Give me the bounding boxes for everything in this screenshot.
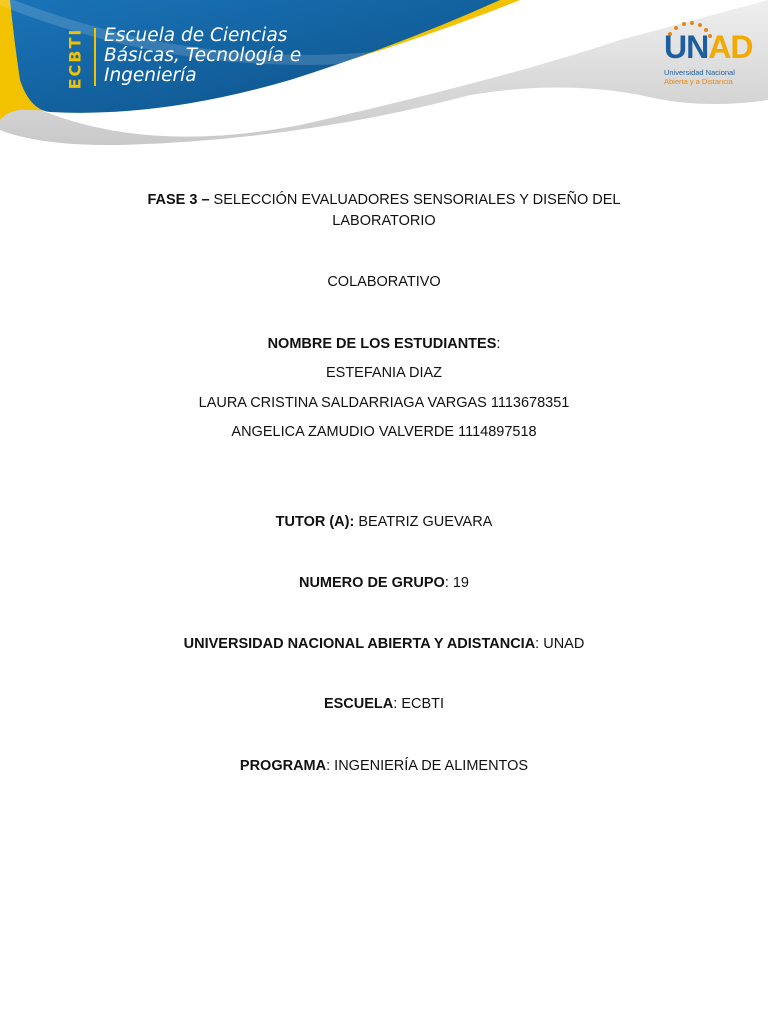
header-banner xyxy=(0,0,768,160)
school-line: ESCUELA: ECBTI xyxy=(323,696,445,712)
tutor-line: TUTOR (A): BEATRIZ GUEVARA xyxy=(275,514,493,530)
students-heading: NOMBRE DE LOS ESTUDIANTES: xyxy=(267,336,501,352)
ecbti-vertical-label: ECBTI xyxy=(65,27,85,89)
student-name: ANGELICA ZAMUDIO VALVERDE 1114897518 xyxy=(231,424,537,440)
title-line-2: LABORATORIO xyxy=(332,213,436,229)
unad-logo xyxy=(660,20,753,90)
school-name xyxy=(104,26,301,86)
title-line-1: FASE 3 – SELECCIÓN EVALUADORES SENSORIALES Y DISEÑO DEL xyxy=(147,192,621,208)
unad-wordmark: UNAD xyxy=(664,29,753,65)
student-name: LAURA CRISTINA SALDARRIAGA VARGAS 1113678351 xyxy=(198,395,570,411)
program-line: PROGRAMA: INGENIERÍA DE ALIMENTOS xyxy=(239,758,529,774)
school-line-1: Escuela de Ciencias xyxy=(104,25,288,46)
work-type: COLABORATIVO xyxy=(327,274,441,290)
student-name: ESTEFANIA DIAZ xyxy=(325,365,443,381)
school-line-3: Ingeniería xyxy=(104,65,197,86)
group-line: NUMERO DE GRUPO: 19 xyxy=(298,575,469,591)
university-line: UNIVERSIDAD NACIONAL ABIERTA Y ADISTANCIA: UNAD xyxy=(183,636,585,652)
unad-subtitle: Universidad Nacional Abierta y a Distancia xyxy=(664,68,735,86)
banner-divider xyxy=(94,28,96,86)
school-line-2: Básicas, Tecnología e xyxy=(104,45,302,66)
